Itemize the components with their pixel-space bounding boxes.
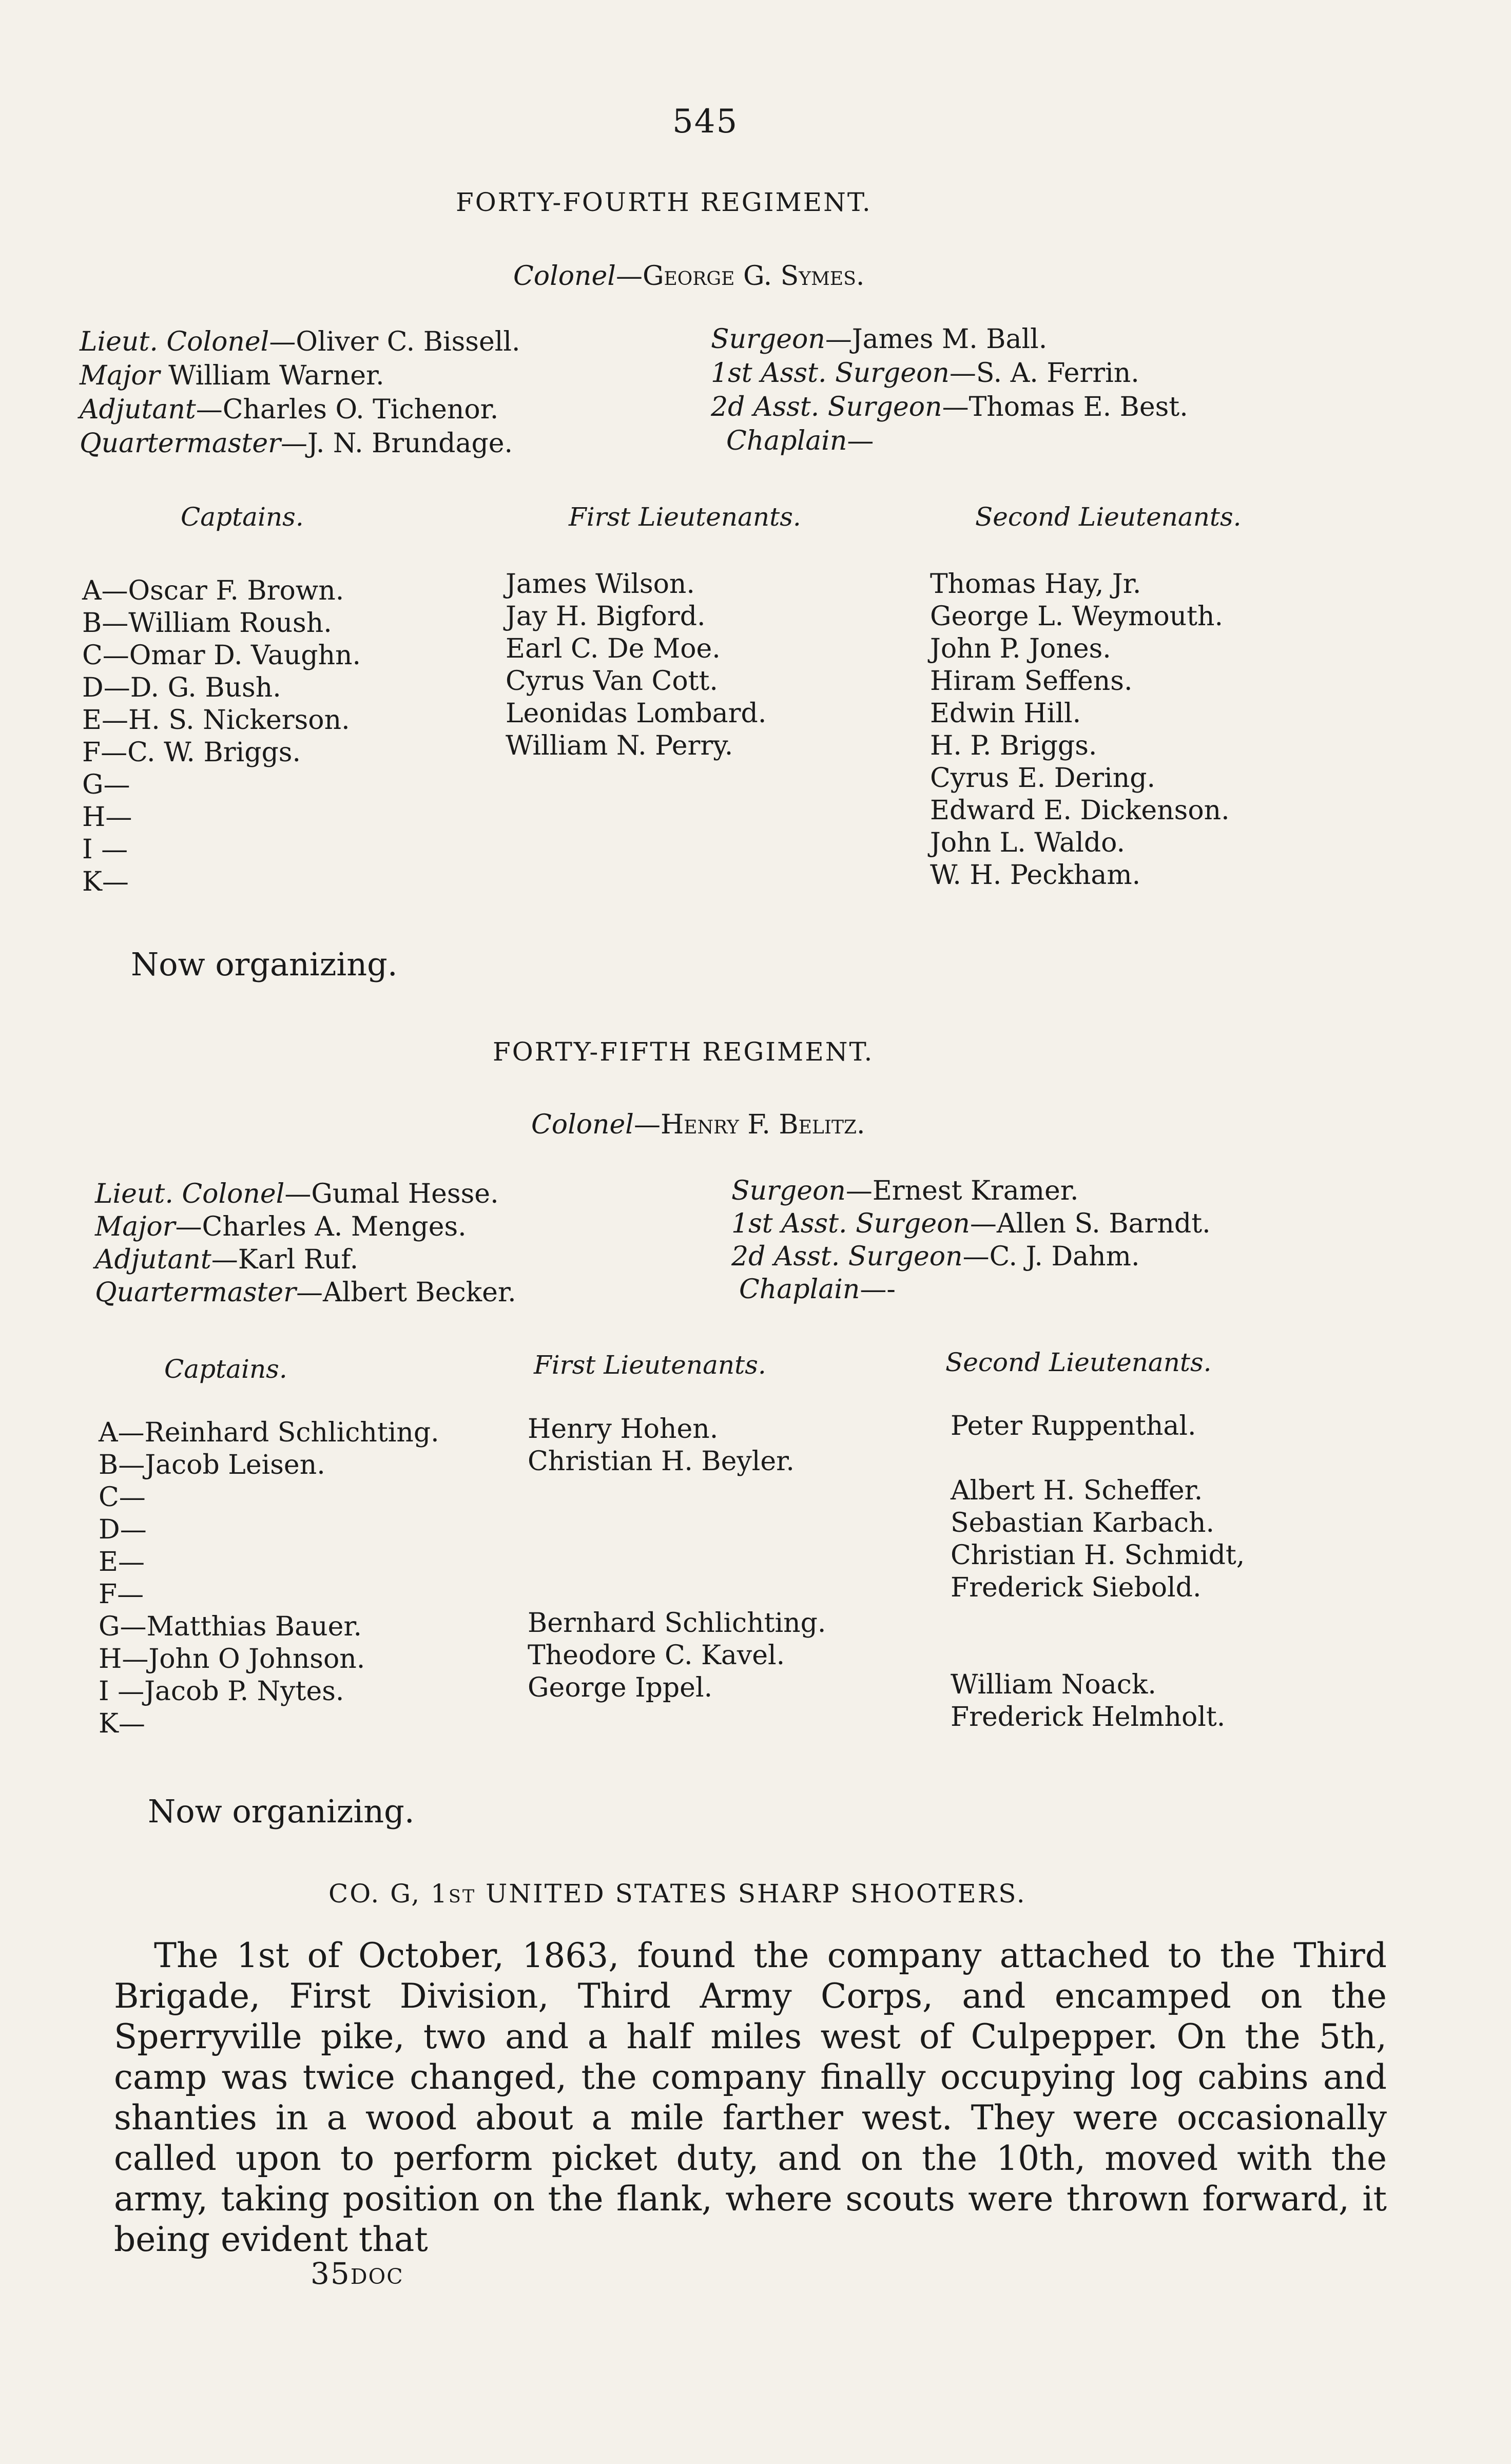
regiment-45-staff-left: Lieut. Colonel—Gumal Hesse. Major—Charles A. Menges. Adjutant—Karl Ruf. Quartermaster—Albert Becker.: [95, 1179, 516, 1308]
list-item: [951, 1445, 1245, 1477]
colonel-label: Colonel: [531, 1109, 634, 1140]
regiment-44-note: Now organizing.: [131, 946, 398, 983]
staff-role: 2d Asst. Surgeon: [711, 392, 942, 422]
regiment-45-captains: [99, 1419, 439, 1743]
regiment-45-colonel: Colonel—Henry F. Belitz.: [531, 1109, 865, 1140]
list-item: G—: [82, 769, 130, 800]
list-item: I —: [82, 834, 128, 865]
list-item: Albert H. Scheffer.: [951, 1475, 1203, 1506]
staff-name: William Warner.: [168, 360, 384, 391]
list-item: Christian H. Beyler.: [528, 1446, 795, 1477]
staff-role: Quartermaster: [80, 428, 281, 459]
staff-role: Surgeon: [711, 324, 825, 355]
regiment-44-second-lieutenants: [930, 571, 1230, 894]
list-item: G—Matthias Bauer.: [99, 1611, 362, 1642]
staff-role: Chaplain: [726, 426, 847, 456]
list-item: James Wilson.: [506, 569, 695, 600]
list-item: [951, 1639, 1245, 1671]
list-item: John L. Waldo.: [930, 827, 1126, 858]
list-item: Frederick Helmholt.: [951, 1702, 1226, 1732]
staff-name: Gumal Hesse.: [311, 1179, 499, 1209]
title-rest: UNITED STATES SHARP SHOOTERS.: [476, 1879, 1026, 1909]
list-item: A—Oscar F. Brown.: [82, 575, 344, 606]
list-item: C—Omar D. Vaughn.: [82, 640, 361, 671]
staff-role: 1st Asst. Surgeon: [711, 358, 950, 389]
list-item: E—H. S. Nickerson.: [82, 705, 350, 736]
list-item: F—C. W. Briggs.: [82, 737, 301, 768]
staff-name: Thomas E. Best.: [968, 392, 1188, 422]
list-item: Henry Hohen.: [528, 1414, 719, 1445]
list-item: Earl C. De Moe.: [506, 633, 721, 664]
colonel-name: Henry F. Belitz.: [660, 1109, 865, 1140]
regiment-45-second-lieutenants: [951, 1413, 1245, 1736]
staff-name: -: [886, 1274, 896, 1305]
sharpshooters-title: [328, 1879, 1026, 1909]
list-item: John P. Jones.: [930, 633, 1111, 664]
staff-name: Oliver C. Bissell.: [296, 326, 520, 357]
list-item: [528, 1577, 826, 1610]
staff-role: 1st Asst. Surgeon: [731, 1208, 970, 1239]
page-number: 545: [672, 103, 739, 141]
footer-signature: 35doc: [311, 2256, 404, 2291]
list-item: [528, 1707, 826, 1739]
regiment-44-first-lts-heading: First Lieutenants.: [569, 502, 801, 532]
list-item: C—: [99, 1482, 146, 1513]
sharpshooters-paragraph: The 1st of October, 1863, found the company attached to the Third Brigade, First Division, Third Army Corps, and encamped on the Sperryville pike, two and a half miles west of Culpepper. On the 5th, camp was twice changed, the company finally occupying log cabins and shanties in a wood about a mile farther west. They were occasionally called upon to perform picket duty, and on the 10th, moved with the army, taking position on the flank, where scouts were thrown forward, it being evident that: [114, 1936, 1387, 2259]
list-item: Christian H. Schmidt,: [951, 1540, 1245, 1571]
staff-name: Albert Becker.: [323, 1277, 516, 1308]
regiment-45-first-lieutenants: [528, 1416, 826, 1739]
regiment-45-first-lts-heading: First Lieutenants.: [534, 1350, 766, 1380]
regiment-44-captains: [82, 575, 361, 901]
staff-role: Major: [80, 360, 160, 391]
list-item: F—: [99, 1579, 144, 1610]
staff-name: Allen S. Barndt.: [996, 1208, 1211, 1239]
list-item: Bernhard Schlichting.: [528, 1608, 826, 1639]
staff-role: Lieut. Colonel: [95, 1179, 285, 1209]
list-item: Edwin Hill.: [930, 698, 1081, 729]
regiment-44-staff-left: Lieut. Colonel—Oliver C. Bissell. Major William Warner. Adjutant—Charles O. Tichenor. Quartermaster—J. N. Brundage.: [80, 326, 520, 459]
colonel-name: George G. Symes.: [642, 261, 865, 292]
staff-name: Charles A. Menges.: [202, 1211, 467, 1242]
list-item: [528, 1513, 826, 1545]
staff-name: J. N. Brundage.: [307, 428, 513, 459]
list-item: W. H. Peckham.: [930, 860, 1141, 891]
list-item: Peter Ruppenthal.: [951, 1411, 1196, 1441]
list-item: D—D. G. Bush.: [82, 672, 281, 703]
staff-name: S. A. Ferrin.: [976, 358, 1139, 389]
staff-role: Adjutant: [95, 1244, 211, 1275]
regiment-44-title: FORTY-FOURTH REGIMENT.: [456, 187, 872, 217]
list-item: Edward E. Dickenson.: [930, 795, 1230, 826]
list-item: K—: [99, 1708, 145, 1739]
list-item: H—: [82, 802, 132, 833]
list-item: William Noack.: [951, 1669, 1156, 1700]
staff-name: Karl Ruf.: [238, 1244, 359, 1275]
list-item: E—: [99, 1547, 145, 1577]
staff-role: 2d Asst. Surgeon: [731, 1241, 963, 1272]
regiment-44-captains-heading: Captains.: [181, 502, 304, 532]
list-item: I —Jacob P. Nytes.: [99, 1676, 344, 1707]
list-item: B—William Roush.: [82, 608, 332, 639]
list-item: George L. Weymouth.: [930, 601, 1224, 632]
list-item: A—Reinhard Schlichting.: [99, 1417, 439, 1448]
regiment-45-captains-heading: Captains.: [164, 1354, 287, 1384]
title-ordinal: 1st: [431, 1879, 476, 1909]
regiment-44-colonel: Colonel—George G. Symes.: [513, 261, 865, 292]
staff-role: Major: [95, 1211, 176, 1242]
list-item: Theodore C. Kavel.: [528, 1640, 785, 1671]
staff-name: Charles O. Tichenor.: [222, 394, 499, 425]
list-item: D—: [99, 1514, 147, 1545]
list-item: Jay H. Bigford.: [506, 601, 706, 632]
staff-name: C. J. Dahm.: [989, 1241, 1140, 1272]
list-item: [528, 1480, 826, 1513]
list-item: Thomas Hay, Jr.: [930, 569, 1141, 600]
regiment-44-staff-right: Surgeon—James M. Ball. 1st Asst. Surgeon—S. A. Ferrin. 2d Asst. Surgeon—Thomas E. Best. Chaplain—: [711, 324, 1188, 456]
staff-name: Ernest Kramer.: [872, 1176, 1079, 1206]
regiment-44-first-lieutenants: [506, 571, 766, 765]
regiment-45-title: FORTY-FIFTH REGIMENT.: [493, 1037, 874, 1067]
regiment-45-note: Now organizing.: [148, 1793, 415, 1830]
list-item: Cyrus E. Dering.: [930, 763, 1156, 794]
staff-role: Surgeon: [731, 1176, 846, 1206]
list-item: Cyrus Van Cott.: [506, 666, 718, 697]
list-item: [528, 1545, 826, 1577]
title-prefix: CO. G,: [328, 1879, 431, 1909]
list-item: H—John O Johnson.: [99, 1644, 365, 1674]
regiment-45-staff-right: Surgeon—Ernest Kramer. 1st Asst. Surgeon—Allen S. Barndt. 2d Asst. Surgeon—C. J. Dahm. Chaplain—-: [731, 1176, 1211, 1305]
list-item: William N. Perry.: [506, 730, 733, 761]
list-item: [951, 1607, 1245, 1639]
list-item: H. P. Briggs.: [930, 730, 1097, 761]
list-item: B—Jacob Leisen.: [99, 1450, 325, 1480]
staff-role: Lieut. Colonel: [80, 326, 269, 357]
regiment-44-second-lts-heading: Second Lieutenants.: [975, 502, 1242, 532]
list-item: Frederick Siebold.: [951, 1572, 1202, 1603]
list-item: Leonidas Lombard.: [506, 698, 767, 729]
colonel-label: Colonel: [513, 261, 616, 292]
staff-role: Chaplain: [739, 1274, 860, 1305]
staff-role: Adjutant: [80, 394, 196, 425]
list-item: George Ippel.: [528, 1672, 713, 1703]
list-item: K—: [82, 867, 129, 897]
staff-name: James M. Ball.: [851, 324, 1048, 355]
list-item: Hiram Seffens.: [930, 666, 1133, 697]
regiment-45-second-lts-heading: Second Lieutenants.: [945, 1348, 1212, 1377]
staff-role: Quartermaster: [95, 1277, 297, 1308]
list-item: Sebastian Karbach.: [951, 1508, 1215, 1538]
